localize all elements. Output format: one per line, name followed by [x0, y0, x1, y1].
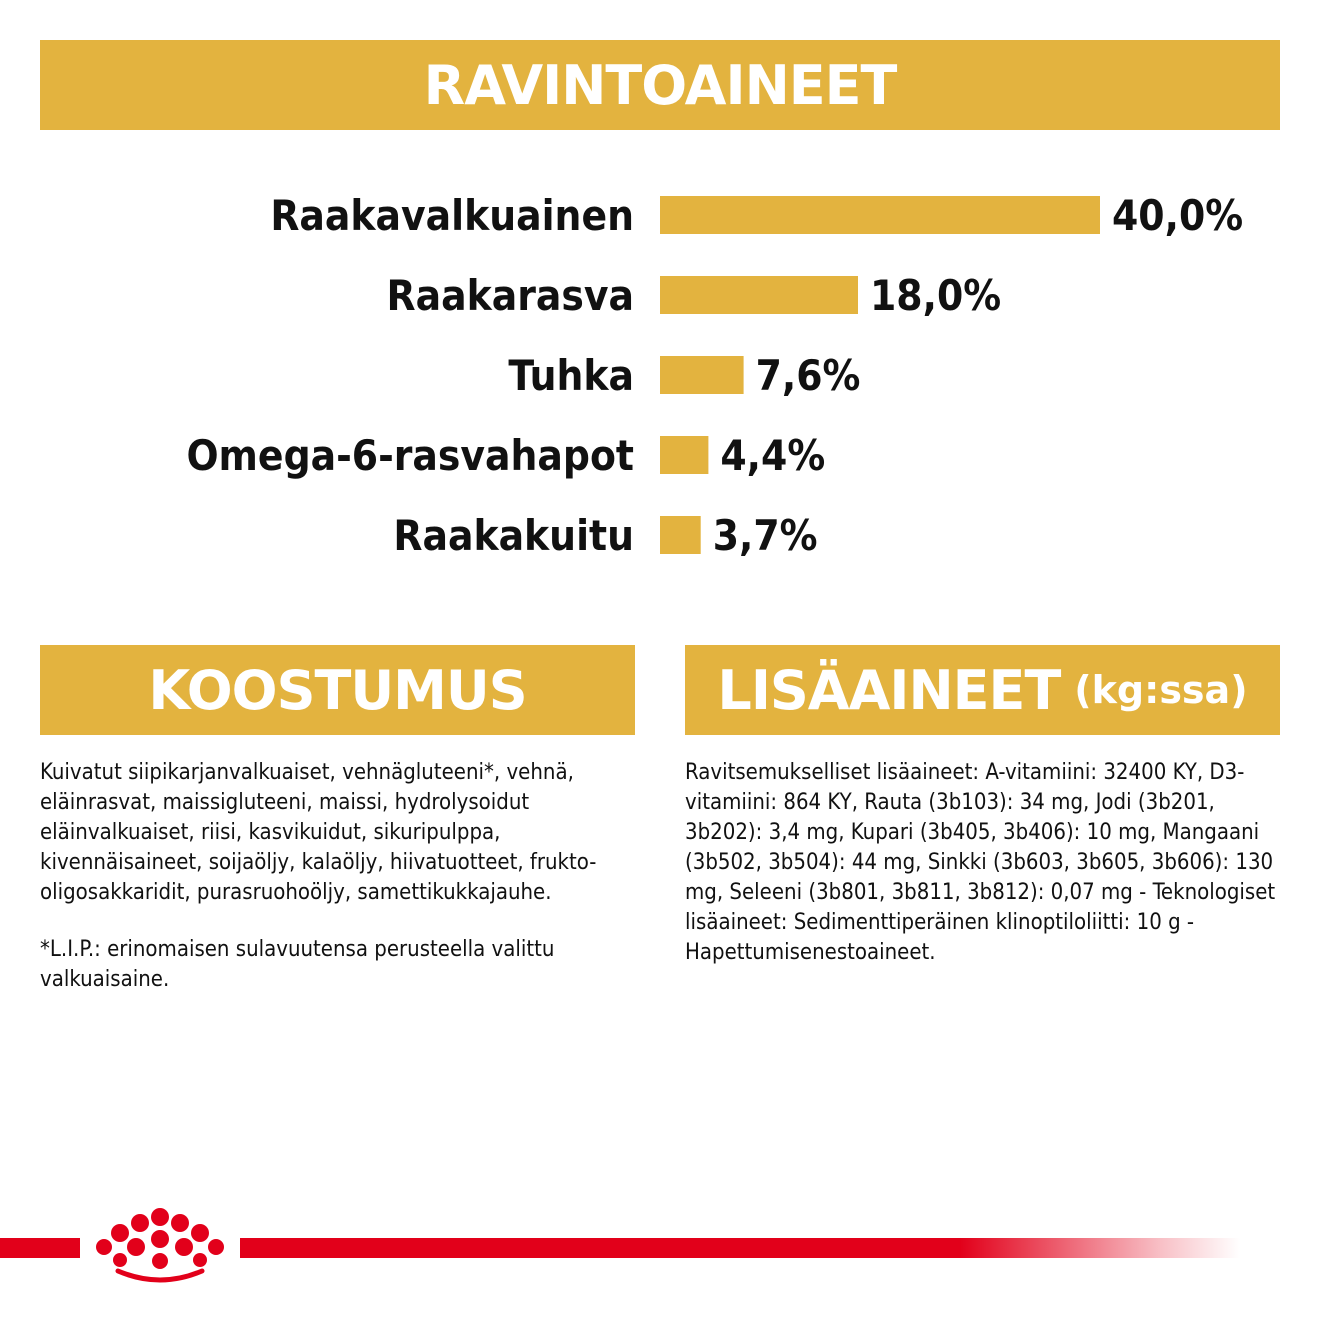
additives-banner: [685, 645, 1280, 735]
nutrient-bar-chart: [0, 170, 1320, 570]
composition-banner: [40, 645, 635, 735]
bar: [660, 196, 1100, 234]
category-label: Raakakuitu: [393, 511, 634, 560]
value-label: 4,4%: [720, 431, 826, 480]
additives-text: [685, 758, 1285, 968]
category-label: Tuhka: [508, 351, 634, 400]
composition-note: [40, 935, 600, 995]
bar: [660, 436, 708, 474]
composition-title: KOOSTUMUS: [148, 658, 527, 722]
category-label: Raakavalkuainen: [270, 191, 634, 240]
footer-red-line-left: [0, 1238, 80, 1258]
value-label: 7,6%: [755, 351, 861, 400]
composition-note-paragraph: *L.I.P.: erinomaisen sulavuutensa perusteella valittu valkuaisaine.: [40, 937, 555, 992]
footer-red-line-right: [240, 1238, 1240, 1258]
nutrients-title: RAVINTOAINEET: [423, 53, 897, 117]
additives-paragraph: Ravitsemukselliset lisäaineet: A-vitamiini: 32400 KY, D3-vitamiini: 864 KY, Rauta (3b103): 34 mg, Jodi (3b201, 3b202): 3,4 mg, Kupari (3b405, 3b406): 10 mg, Mangaani (3b502, 3b504): 44 mg, Sinkki (3b603, 3b605, 3b606): 130 mg, Seleeni (3b801, 3b811, 3b812): 0,07 mg - Teknologiset lisäaineet: Sedimenttiperäinen klinoptiloliitti: 10 g - Hapettumisenestoaineet.: [685, 760, 1276, 965]
value-label: 3,7%: [712, 511, 818, 560]
royal-canin-crown-icon: [90, 1205, 230, 1285]
composition-text: [40, 758, 600, 908]
bar: [660, 276, 858, 314]
bar: [660, 356, 744, 394]
bar: [660, 516, 701, 554]
nutrients-banner: [40, 40, 1280, 130]
value-label: 18,0%: [870, 271, 1002, 320]
category-label: Raakarasva: [386, 271, 634, 320]
category-label: Omega-6-rasvahapot: [186, 431, 634, 480]
additives-title: LISÄAINEET: [717, 658, 1061, 722]
value-label: 40,0%: [1112, 191, 1244, 240]
composition-paragraph: Kuivatut siipikarjanvalkuaiset, vehnägluteeni*, vehnä, eläinrasvat, maissigluteeni, maissi, hydrolysoidut eläinvalkuaiset, riisi, kasvikuidut, sikuripulppa, kivennäisaineet, soijaöljy, kalaöljy, hiivatuotteet, frukto-oligosakkaridit, purasruohoöljy, samettikukkajauhe.: [40, 760, 597, 905]
additives-unit: (kg:ssa): [1074, 668, 1248, 712]
